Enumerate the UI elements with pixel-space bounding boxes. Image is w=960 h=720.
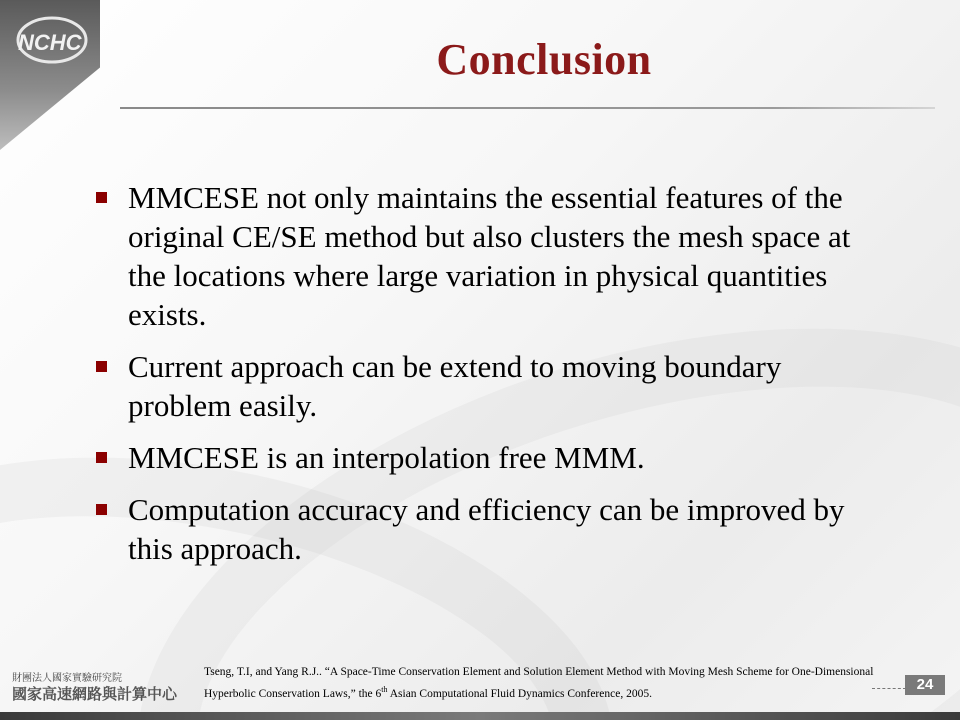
square-bullet-icon — [96, 192, 107, 203]
header-divider — [120, 107, 935, 109]
bullet-item — [92, 438, 872, 477]
footer-bar — [0, 712, 960, 720]
slide-title: Conclusion — [436, 35, 652, 84]
bullet-item — [92, 490, 872, 568]
footer-dashes — [872, 688, 906, 689]
square-bullet-icon — [96, 452, 107, 463]
page-number: 24 — [905, 675, 945, 695]
org-name-line1: 財團法人國家實驗研究院 — [12, 673, 122, 684]
logo-text: NCHC — [18, 30, 82, 55]
reference-superscript: th — [381, 685, 388, 694]
bullet-text: Current approach can be extend to moving boundary problem easily. — [128, 349, 782, 423]
org-name-line2: 國家高速網路與計算中心 — [12, 685, 178, 703]
bullet-text: MMCESE not only maintains the essential features of the original CE/SE method but also clusters the mesh space at the locations where large variation in physical quantities exists. — [128, 180, 851, 332]
bullet-text: Computation accuracy and efficiency can be improved by this approach. — [128, 492, 845, 566]
bullet-item — [92, 178, 872, 334]
reference-citation — [204, 663, 924, 703]
bullet-text: MMCESE is an interpolation free MMM. — [128, 440, 645, 475]
square-bullet-icon — [96, 361, 107, 372]
org-logo — [8, 668, 198, 704]
bullet-item — [92, 347, 872, 425]
reference-text-end: Asian Computational Fluid Dynamics Conference, 2005. — [387, 687, 652, 700]
bullet-list — [92, 178, 872, 581]
square-bullet-icon — [96, 504, 107, 515]
reference-text: Tseng, T.I, and Yang R.J.. “A Space-Time Conservation Element and Solution Element Method with Moving Mesh Scheme for One-Dimensional Hyperbolic Conservation Laws,” the 6 — [204, 666, 874, 700]
